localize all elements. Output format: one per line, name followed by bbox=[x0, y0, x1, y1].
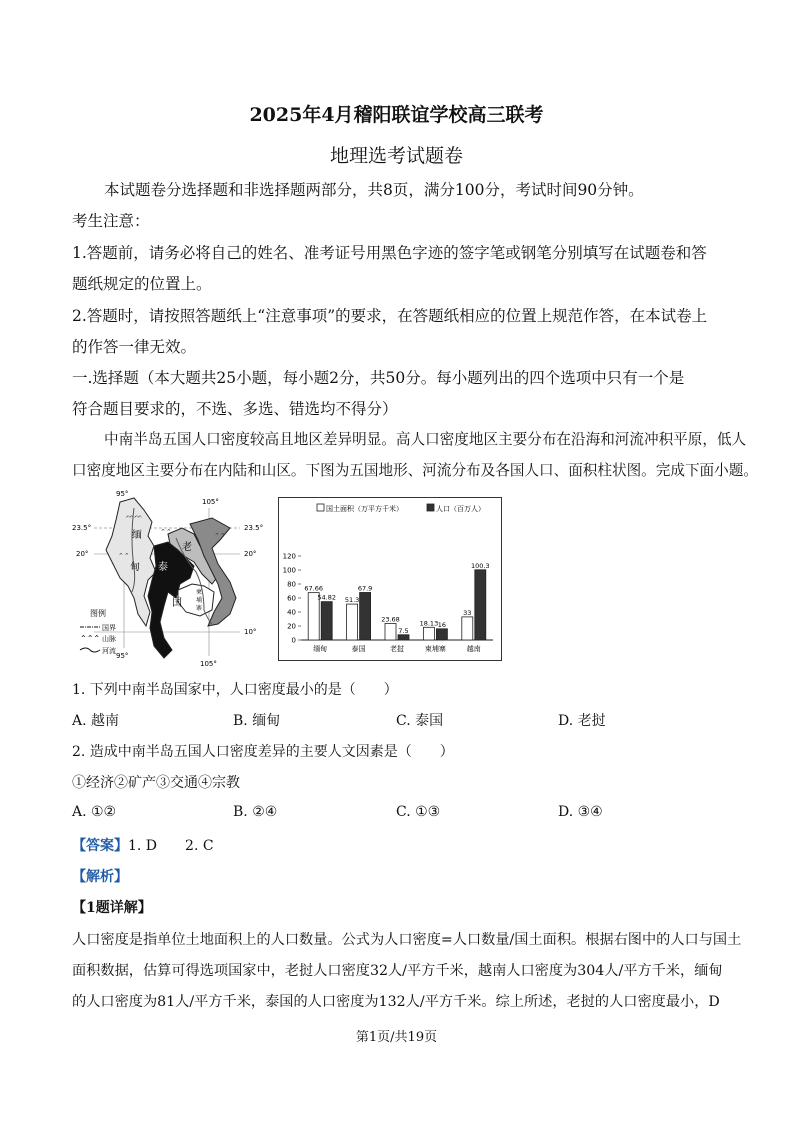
data-label: 100.3 bbox=[470, 561, 490, 570]
notice-1-line-2: 题纸规定的位置上。 bbox=[72, 275, 212, 293]
lon-105-top: 105° bbox=[202, 498, 219, 506]
legend-swatch-area bbox=[317, 504, 324, 511]
bar-population bbox=[475, 570, 486, 640]
q2-option-d[interactable]: D. ③④ bbox=[558, 804, 603, 820]
category-label: 缅甸 bbox=[313, 645, 328, 653]
y-tick-label: 20 bbox=[287, 622, 296, 631]
y-tick-label: 120 bbox=[282, 552, 296, 561]
label-cambodia-3: 寨 bbox=[196, 605, 203, 612]
detail-tag: 【1题详解】 bbox=[72, 900, 152, 916]
lat-20-right: 20° bbox=[244, 550, 257, 558]
label-myanmar-2: 甸 bbox=[130, 562, 140, 573]
q2-option-c[interactable]: C. ①③ bbox=[396, 804, 441, 820]
bar-area bbox=[423, 627, 434, 640]
answer-row bbox=[72, 835, 214, 855]
category-label: 泰国 bbox=[351, 645, 366, 653]
data-label: 16 bbox=[437, 620, 447, 629]
bar-population bbox=[436, 629, 447, 640]
lat-23-right: 23.5° bbox=[244, 524, 264, 532]
y-tick-label: 60 bbox=[287, 594, 296, 603]
legend-river-label: 河流 bbox=[102, 647, 116, 655]
data-label: 51.3 bbox=[344, 596, 360, 605]
data-label: 7.5 bbox=[398, 626, 409, 635]
data-label: 67.66 bbox=[304, 584, 324, 593]
lon-95-top: 95° bbox=[116, 490, 129, 498]
section-line-2: 符合题目要求的，不选、多选、错选均不得分） bbox=[72, 400, 398, 418]
data-label: 23.68 bbox=[381, 615, 400, 624]
question-1: 1. 下列中南半岛国家中，人口密度最小的是（ ） bbox=[72, 682, 398, 698]
mountain-mark: ⌃⌃ bbox=[160, 528, 172, 536]
terrain-map bbox=[72, 488, 267, 668]
y-tick-label: 0 bbox=[291, 636, 296, 645]
category-label: 老挝 bbox=[390, 645, 404, 653]
section-line-1: 一.选择题（本大题共25小题，每小题2分，共50分。每小题列出的四个选项中只有一个是 bbox=[72, 369, 685, 387]
bar-population bbox=[321, 602, 332, 640]
legend-mountain-symbol: ⌃⌃⌃ bbox=[80, 634, 101, 643]
question-2: 2. 造成中南半岛五国人口密度差异的主要人文因素是（ ） bbox=[72, 744, 454, 760]
legend-river-symbol bbox=[80, 648, 100, 652]
label-cambodia-1: 柬 bbox=[196, 589, 203, 596]
analysis-tag: 【解析】 bbox=[72, 869, 128, 885]
legend-swatch-population bbox=[427, 504, 434, 511]
material-line-1: 中南半岛五国人口密度较高且地区差异明显。高人口密度地区主要分布在沿海和河流冲积平原，低人 bbox=[104, 431, 747, 448]
material-line-2: 口密度地区主要分布在内陆和山区。下图为五国地形、河流分布及各国人口、面积柱状图。完成下面小题。 bbox=[72, 462, 758, 479]
y-tick-label: 80 bbox=[287, 580, 296, 589]
category-label: 越南 bbox=[466, 645, 481, 653]
legend-mountain-label: 山脉 bbox=[102, 635, 116, 643]
lon-95-bottom: 95° bbox=[116, 652, 129, 660]
label-laos: 老 bbox=[182, 542, 192, 553]
bar-population bbox=[360, 592, 371, 640]
label-myanmar-1: 缅 bbox=[132, 530, 142, 541]
q1-option-b[interactable]: B. 缅甸 bbox=[233, 713, 281, 729]
data-label: 33 bbox=[463, 608, 472, 617]
page-subtitle: 地理选考试题卷 bbox=[329, 145, 463, 167]
label-thailand-1: 泰 bbox=[158, 562, 168, 573]
answer-tag: 【答案】 bbox=[72, 838, 128, 854]
bar-area bbox=[385, 623, 396, 640]
notice-2-line-2: 的作答一律无效。 bbox=[72, 338, 197, 356]
legend-label-population: 人口（百万人） bbox=[436, 505, 485, 513]
detail-line-2: 面积数据，估算可得选项国家中，老挝人口密度32人/平方千米，越南人口密度为304人/平方千米，缅甸 bbox=[72, 963, 723, 979]
legend-border-label: 国界 bbox=[102, 624, 116, 632]
lat-23-left: 23.5° bbox=[72, 524, 92, 532]
lat-20-left: 20° bbox=[76, 550, 89, 558]
bar-population bbox=[398, 635, 409, 640]
q2-option-a[interactable]: A. ①② bbox=[72, 804, 117, 820]
page-footer: 第1页/共19页 bbox=[355, 1030, 438, 1045]
notice-1-line-1: 1.答题前，请务必将自己的姓名、准考证号用黑色字迹的签字笔或钢笔分别填写在试题卷和答 bbox=[72, 244, 707, 262]
mountain-mark: ᨓᨓ bbox=[126, 512, 143, 520]
data-label: 67.9 bbox=[357, 584, 373, 593]
lon-105-bottom: 105° bbox=[200, 660, 217, 668]
detail-line-1: 人口密度是指单位土地面积上的人口数量。公式为人口密度=人口数量/国土面积。根据右图中的人口与国土 bbox=[72, 932, 742, 948]
y-tick-label: 100 bbox=[282, 566, 296, 575]
legend-label-area: 国土面积（万平方千米） bbox=[326, 505, 403, 513]
y-tick-label: 40 bbox=[287, 608, 296, 617]
label-cambodia-2: 埔 bbox=[196, 597, 203, 604]
q1-option-d[interactable]: D. 老挝 bbox=[558, 713, 606, 729]
data-label: 54.82 bbox=[317, 593, 337, 602]
population-area-chart bbox=[278, 497, 502, 661]
mountain-mark: ⌃⌃ bbox=[214, 532, 226, 540]
q1-option-c[interactable]: C. 泰国 bbox=[396, 713, 444, 729]
data-label: 18.13 bbox=[419, 619, 439, 628]
q1-option-a[interactable]: A. 越南 bbox=[72, 713, 120, 729]
mountain-mark: ⌃⌃ bbox=[118, 552, 130, 560]
notice-2-line-1: 2.答题时，请按照答题纸上“注意事项”的要求，在答题纸相应的位置上规范作答，在本试卷上 bbox=[72, 307, 708, 325]
bar-area bbox=[462, 617, 473, 640]
intro-line: 本试题卷分选择题和非选择题两部分，共8页，满分100分，考试时间90分钟。 bbox=[104, 181, 644, 199]
detail-line-3: 的人口密度为81人/平方千米，泰国的人口密度为132人/平方千米。综上所述，老挝的人口密度最小，D bbox=[72, 994, 720, 1010]
q2-option-b[interactable]: B. ②④ bbox=[233, 804, 278, 820]
notice-title: 考生注意： bbox=[72, 212, 150, 230]
label-thailand-2: 国 bbox=[172, 598, 182, 609]
q2-items: ①经济②矿产③交通④宗教 bbox=[72, 775, 240, 791]
bar-area bbox=[347, 604, 358, 640]
legend-title: 图例 bbox=[90, 609, 106, 618]
answer-content: 1. D 2. C bbox=[128, 838, 214, 854]
page-title: 2025年4月稽阳联谊学校高三联考 bbox=[249, 104, 544, 126]
lat-10-right: 10° bbox=[244, 628, 257, 636]
category-label: 柬埔寨 bbox=[424, 645, 446, 653]
